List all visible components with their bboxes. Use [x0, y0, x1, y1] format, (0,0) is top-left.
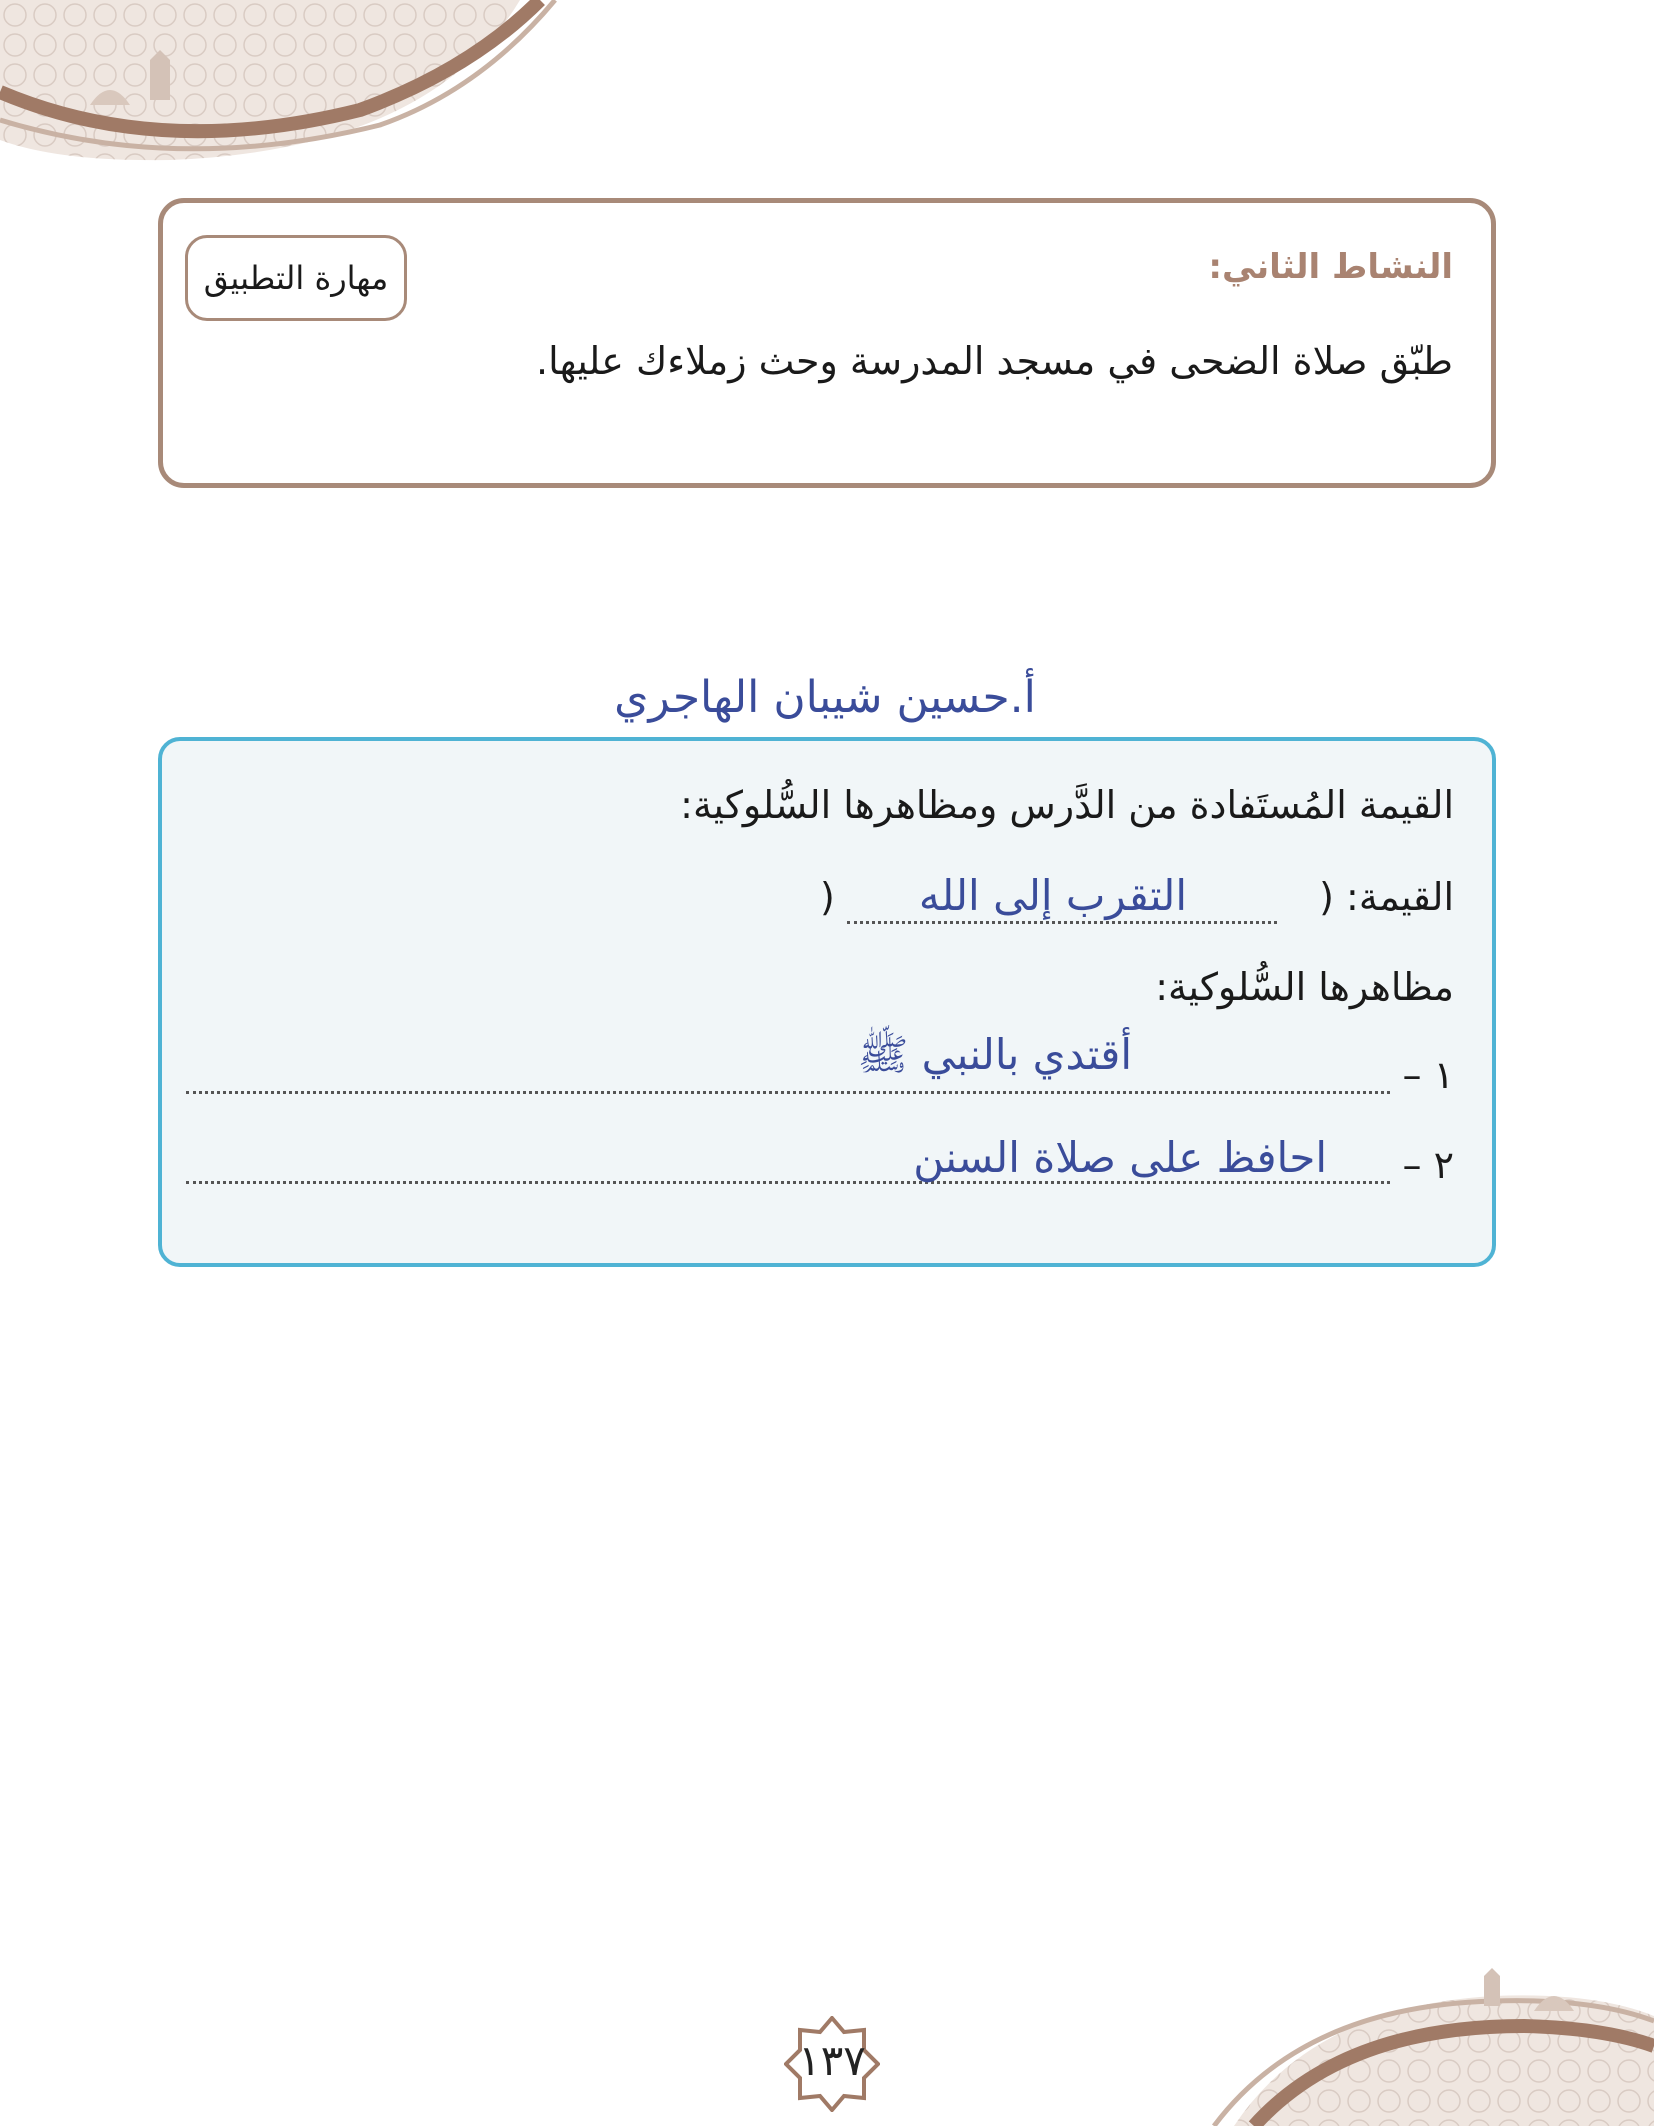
corner-ornament-top — [0, 0, 560, 170]
skill-badge: مهارة التطبيق — [185, 235, 407, 321]
behavior-1-answer: أقتدي بالنبي ﷺ — [857, 1030, 1132, 1079]
behavior-1-number: ١ – — [1402, 1053, 1454, 1097]
behavior-2-number: ٢ – — [1402, 1143, 1454, 1187]
value-question: القيمة المُستَفادة من الدَّرس ومظاهرها السُّلوكية: — [680, 783, 1454, 827]
page-number: ١٣٧ — [798, 2036, 866, 2085]
value-label: القيمة: ( — [1319, 875, 1454, 919]
behavior-2-answer: احافظ على صلاة السنن — [913, 1133, 1327, 1182]
value-answer-line — [847, 921, 1277, 924]
activity-card — [158, 198, 1496, 488]
author-name: أ.حسين شيبان الهاجري — [614, 672, 1036, 723]
behaviors-label: مظاهرها السُّلوكية: — [1155, 965, 1454, 1009]
value-close-paren: ) — [820, 875, 835, 919]
behavior-1-line — [186, 1091, 1390, 1094]
value-card — [158, 737, 1496, 1267]
activity-heading: النشاط الثاني: — [1208, 247, 1453, 287]
activity-instruction: طبّق صلاة الضحى في مسجد المدرسة وحث زملاءك عليها. — [536, 339, 1453, 383]
corner-ornament-bottom — [1194, 1966, 1654, 2126]
value-answer: التقرب إلى الله — [918, 871, 1187, 920]
